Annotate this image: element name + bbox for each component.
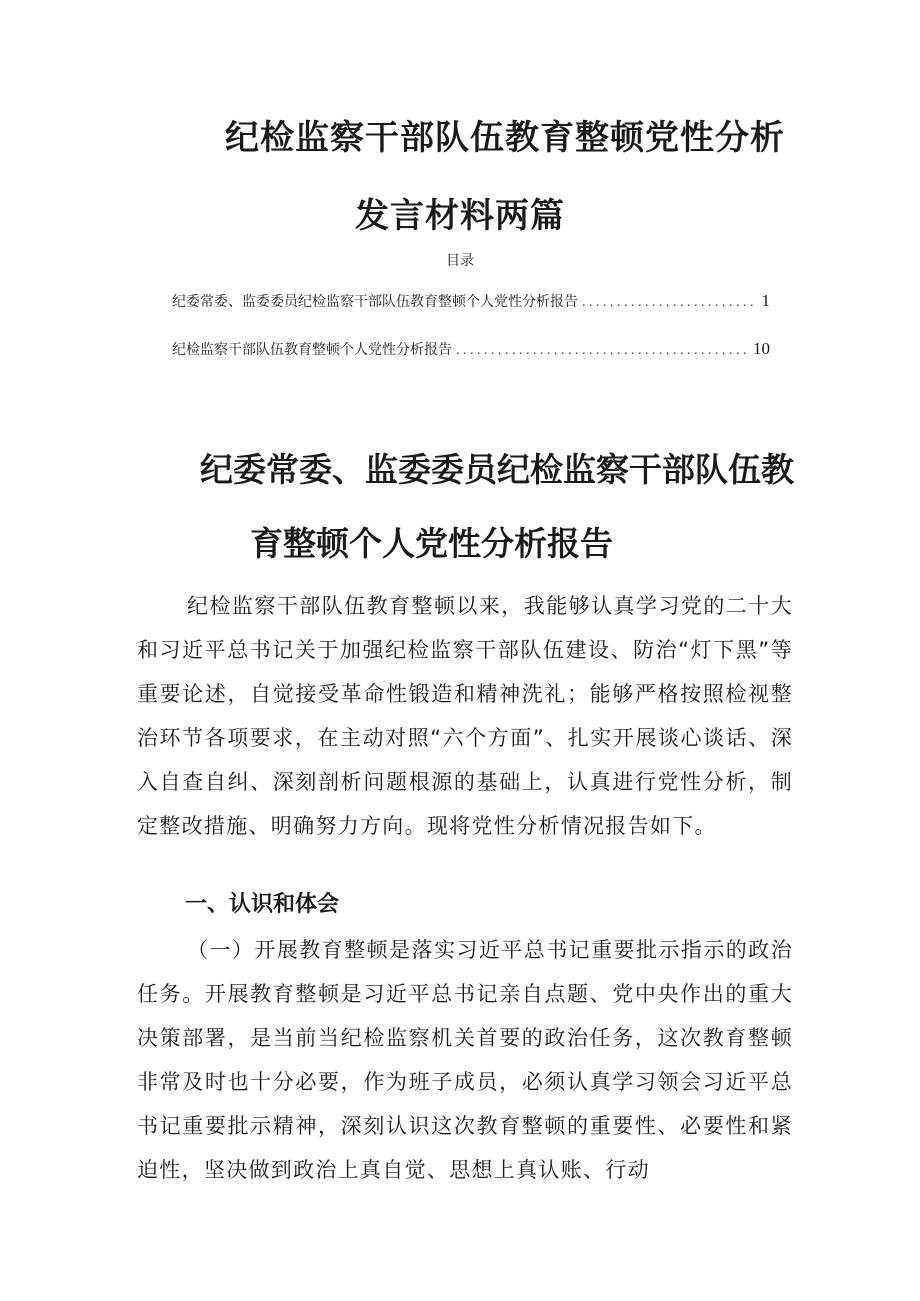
document-title-line2: 发言材料两篇: [355, 196, 565, 236]
body-paragraph: （一）开展教育整顿是落实习近平总书记重要批示指示的政治任务。开展教育整顿是习近平总书记亲自点题、党中央作出的重大决策部署，是当前当纪检监察机关首要的政治任务，这次教育整顿非常及时也十分必要，作为班子成员，必须认真学习领会习近平总书记重要批示精神，深刻认识这次教育整顿的重要性、必要性和紧迫性，坚决做到政治上真自觉、思想上真认账、行动: [137, 938, 793, 1182]
section-title-line1: 纪委常委、监委委员纪检监察干部队伍教: [200, 450, 794, 489]
toc-entry-page: 10: [753, 339, 770, 358]
sub-heading: 一、认识和体会: [185, 892, 340, 917]
toc-entry[interactable]: [172, 291, 770, 311]
toc-leader-dots: [582, 295, 758, 311]
toc-leader-dots: [456, 343, 749, 359]
document-title-line1: 纪检监察干部队伍教育整顿党性分析: [225, 118, 785, 158]
toc-heading: 目录: [446, 253, 474, 269]
toc-entry[interactable]: [172, 339, 770, 359]
body-paragraph: 纪检监察干部队伍教育整顿以来，我能够认真学习党的二十大和习近平总书记关于加强纪检监察干部队伍建设、防治“灯下黑”等重要论述，自觉接受革命性锻造和精神洗礼；能够严格按照检视整治环节各项要求，在主动对照“六个方面”、扎实开展谈心谈话、深入自查自纠、深刻剖析问题根源的基础上，认真进行党性分析，制定整改措施、明确努力方向。现将党性分析情况报告如下。: [137, 594, 793, 838]
toc-entry-label: 纪检监察干部队伍教育整顿个人党性分析报告: [172, 342, 452, 358]
toc-entry-page: 1: [761, 291, 770, 310]
toc-entry-label: 纪委常委、监委委员纪检监察干部队伍教育整顿个人党性分析报告: [172, 294, 578, 310]
section-title-line2: 育整顿个人党性分析报告: [250, 524, 613, 563]
